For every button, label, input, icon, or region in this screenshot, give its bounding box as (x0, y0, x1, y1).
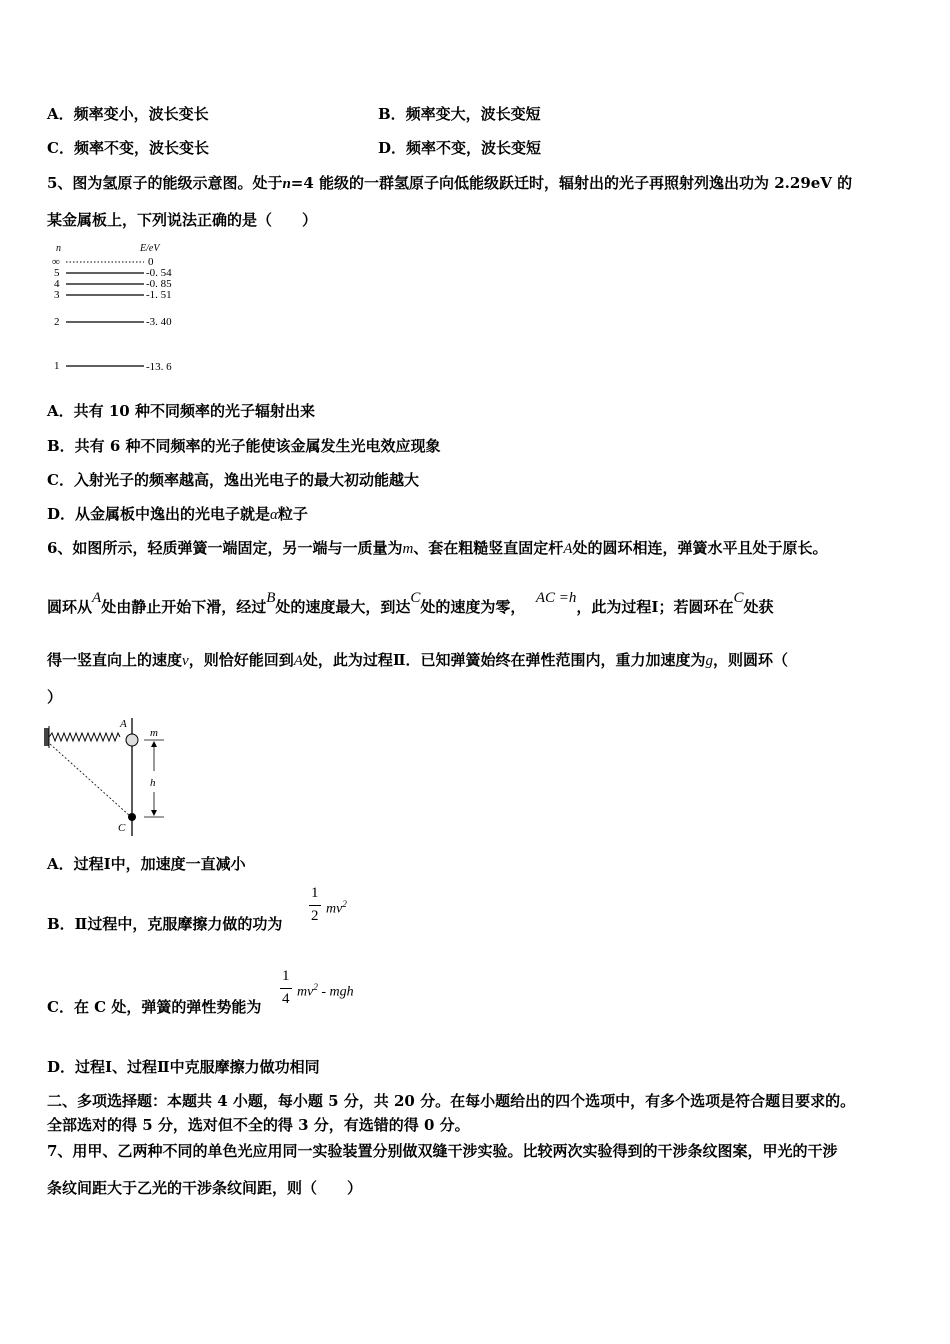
ring-at-a (126, 734, 138, 746)
level-e-5: -0. 54 (146, 267, 172, 279)
alpha-symbol: α (270, 507, 278, 523)
section2-intro-line2: 全部选对的得 5 分，选对但不全的得 3 分，有选错的得 0 分。 (47, 1116, 470, 1134)
spring-ring-figure (44, 716, 174, 840)
level-e-3: -1. 51 (146, 289, 172, 301)
q4-option-c: C．频率不变，波长变长 (47, 139, 209, 157)
level-e-inf: 0 (148, 256, 154, 268)
q5-option-b: B．共有 6 种不同频率的光子能使该金属发生光电效应现象 (47, 437, 441, 455)
ring-at-c (128, 813, 136, 821)
q7-stem-line2: 条纹间距大于乙光的干涉条纹间距，则（ ） (47, 1179, 363, 1197)
level-n-3: 3 (54, 289, 60, 301)
q5-stem-line1: 5、图为氢原子的能级示意图。处于n=4 能级的一群氢原子向低能级跃迁时，辐射出的光子再照射列逸出功为 2.29eV 的 (47, 174, 853, 192)
h-arrowhead-down (151, 810, 157, 816)
expression: $mv^2$ - mgh (297, 982, 354, 1000)
q4-option-b: B．频率变大，波长变短 (378, 105, 541, 123)
spring-final-position (50, 744, 130, 816)
level-n-4: 4 (54, 278, 60, 290)
q6-stem-line2: 圆环从A处由静止开始下滑，经过B处的速度最大，到达C处的速度为零， AC =h，此为过程Ⅰ；若圆环在C处获 (47, 590, 774, 616)
level-e-4: -0. 85 (146, 278, 172, 290)
energy-axis-label: E/eV (140, 243, 160, 254)
expression: $mv^2$ (326, 899, 347, 917)
level-n-1: 1 (54, 360, 60, 372)
q5-option-a: A．共有 10 种不同频率的光子辐射出来 (47, 402, 315, 420)
wall (44, 728, 49, 746)
energy-level-diagram (48, 240, 208, 380)
fraction-numerator: 1 (282, 968, 290, 984)
fraction-bar (280, 988, 292, 989)
q7-stem-line1: 7、用甲、乙两种不同的单色光应用同一实验装置分别做双缝干涉实验。比较两次实验得到的干涉条纹图案，甲光的干涉 (47, 1142, 838, 1160)
q6-stem-line3: 得一竖直向上的速度v，则恰好能回到A处，此为过程Ⅱ．已知弹簧始终在弹性范围内，重力加速度为g，则圆环（ (47, 651, 789, 669)
fraction-denominator: 4 (282, 991, 290, 1007)
q6-option-d: D．过程Ⅰ、过程Ⅱ中克服摩擦力做功相同 (47, 1058, 320, 1076)
q5-option-d: D．从金属板中逸出的光电子就是α粒子 (47, 505, 308, 523)
fraction-numerator: 1 (311, 885, 319, 901)
q6-option-b: B．Ⅱ过程中，克服摩擦力做的功为 (47, 915, 283, 933)
q6-option-c: C．在 C 处，弹簧的弹性势能为 (47, 998, 262, 1016)
q5-option-c: C．入射光子的频率越高，逸出光电子的最大初动能越大 (47, 471, 419, 489)
label-m: m (150, 727, 158, 739)
level-n-inf: ∞ (52, 256, 60, 268)
fraction-denominator: 2 (311, 908, 319, 924)
fraction-bar (309, 905, 321, 906)
level-n-5: 5 (54, 267, 60, 279)
section2-intro-line1: 二、多项选择题：本题共 4 小题，每小题 5 分，共 20 分。在每小题给出的四个选项中，有多个选项是符合题目要求的。 (47, 1092, 856, 1110)
q4-option-d: D．频率不变，波长变短 (378, 139, 542, 157)
h-arrowhead-up (151, 741, 157, 747)
level-n-2: 2 (54, 316, 60, 328)
level-e-1: -13. 6 (146, 361, 172, 373)
level-e-2: -3. 40 (146, 316, 172, 328)
q5-stem-line2: 某金属板上，下列说法正确的是（ ） (47, 211, 318, 229)
label-a: A (120, 718, 127, 730)
q6-stem-line1: 6、如图所示，轻质弹簧一端固定，另一端与一质量为m、套在粗糙竖直固定杆A处的圆环相连，弹簧水平且处于原长。 (47, 539, 828, 557)
label-c: C (118, 822, 126, 834)
q4-option-a: A．频率变小，波长变长 (47, 105, 209, 123)
n-axis-label: n (56, 243, 61, 254)
q6-stem-line4: ） (47, 688, 63, 706)
spring (49, 733, 120, 741)
label-h: h (150, 777, 156, 789)
q6-option-a: A．过程Ⅰ中，加速度一直减小 (47, 855, 246, 873)
